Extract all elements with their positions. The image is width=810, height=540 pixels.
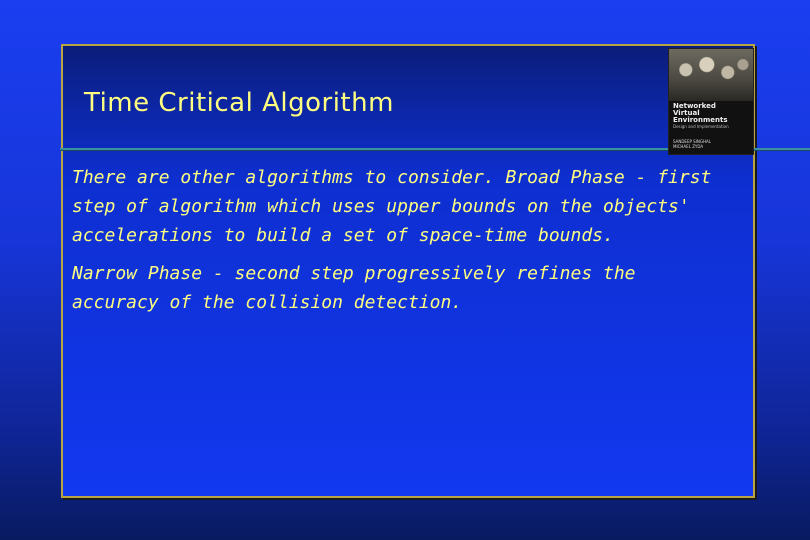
book-cover-image: [668, 48, 754, 155]
slide-body: [72, 163, 732, 326]
slide-title: Time Critical Algorithm: [84, 88, 394, 118]
book-cover-authors: SANDEEP SINGHAL MICHAEL ZYDA: [673, 139, 711, 149]
body-paragraph: There are other algorithms to consider. Broad Phase - first step of algorithm which uses upper bounds on the objects' accelerations to build a set of space-time bounds.: [72, 167, 712, 246]
book-cover-title-line: Environments: [673, 116, 728, 124]
book-cover-photo: [669, 49, 753, 101]
body-paragraph: Narrow Phase - second step progressively refines the accuracy of the collision detection.: [72, 263, 636, 313]
book-cover-subtitle: Design and Implementation: [673, 124, 729, 129]
book-cover-title-line: Networked: [673, 102, 716, 110]
book-cover-title-line: Virtual: [673, 109, 700, 117]
book-cover-title: [673, 103, 751, 129]
